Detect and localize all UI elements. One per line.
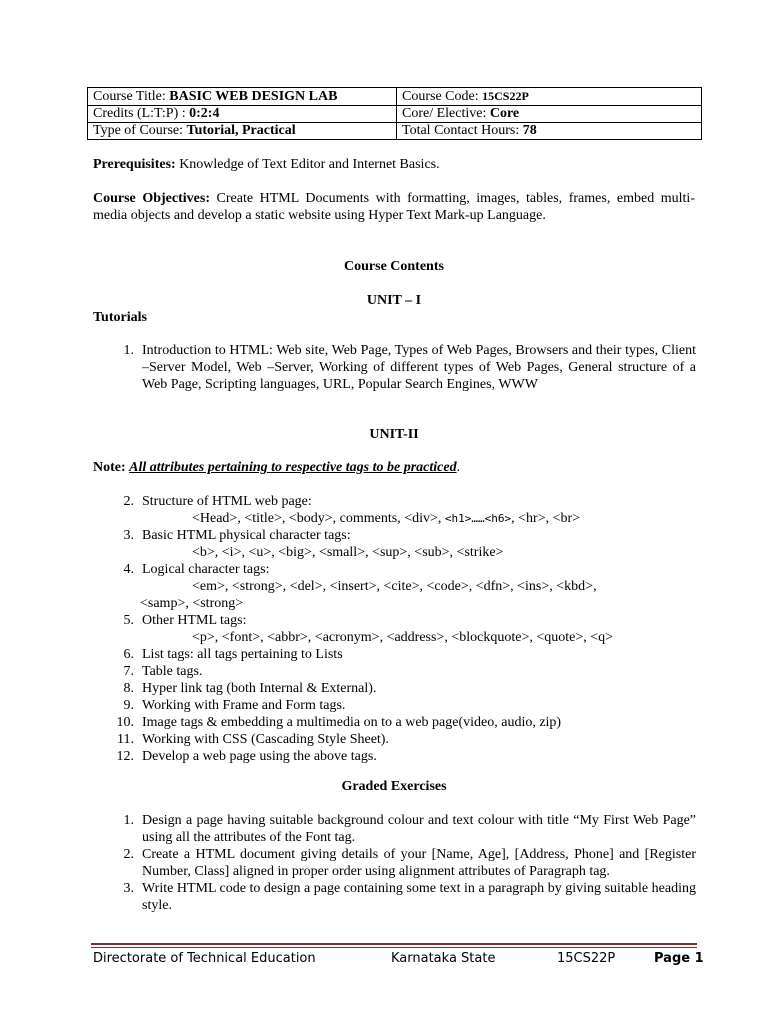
list-item-number: 3. bbox=[123, 528, 134, 543]
list-item-number: 1. bbox=[123, 813, 134, 828]
unit-1-list bbox=[108, 342, 696, 393]
course-code-cell bbox=[397, 88, 702, 106]
list-item-text: Working with Frame and Form tags. bbox=[142, 698, 346, 713]
list-item bbox=[108, 846, 696, 880]
course-contents-heading: Course Contents bbox=[344, 259, 444, 274]
unit-1-heading: UNIT – I bbox=[366, 293, 422, 308]
course-title-cell bbox=[88, 88, 397, 106]
tag-line: <samp>, <strong> bbox=[140, 596, 244, 611]
list-item-text: Working with CSS (Cascading Style Sheet). bbox=[142, 732, 389, 747]
list-item bbox=[108, 646, 696, 663]
list-item-number: 1. bbox=[123, 343, 134, 358]
tag-line: <p>, <font>, <abbr>, <acronym>, <address>, <blockquote>, <quote>, <q> bbox=[192, 630, 614, 645]
course-info-row bbox=[88, 106, 702, 123]
list-item-text: Hyper link tag (both Internal & External). bbox=[142, 681, 377, 696]
course-info-table bbox=[87, 87, 702, 140]
credits-value: 0:2:4 bbox=[189, 106, 220, 121]
note-end: . bbox=[456, 460, 461, 475]
core-elective-label: Core/ Elective: bbox=[402, 106, 490, 121]
list-item-number: 2. bbox=[123, 494, 134, 509]
list-item-text: Logical character tags: bbox=[142, 562, 270, 577]
list-item-text: Table tags. bbox=[142, 664, 203, 679]
course-type-cell bbox=[88, 123, 397, 140]
list-item bbox=[108, 714, 696, 731]
list-item-number: 7. bbox=[123, 664, 134, 679]
contact-hours-label: Total Contact Hours: bbox=[402, 123, 523, 138]
tag-line: <em>, <strong>, <del>, <insert>, <cite>, <code>, <dfn>, <ins>, <kbd>, bbox=[192, 579, 597, 594]
list-item-text: Introduction to HTML: Web site, Web Page, Types of Web Pages, Browsers and their types, Client –Server Model, Web –Server, Working of different types of Web Pages, General structure of a Web Page, Scripting languages, URL, Popular Search Engines, WWW bbox=[142, 343, 696, 392]
list-item bbox=[108, 663, 696, 680]
list-item-text: Other HTML tags: bbox=[142, 613, 247, 628]
list-item-text: Structure of HTML web page: bbox=[142, 494, 312, 509]
credits-label: Credits (L:T:P) : bbox=[93, 106, 190, 121]
course-title-label: Course Title: bbox=[93, 88, 170, 104]
graded-exercises-heading: Graded Exercises bbox=[341, 779, 447, 794]
list-item-text: List tags: all tags pertaining to Lists bbox=[142, 647, 343, 662]
course-code-value: 15CS22P bbox=[482, 89, 529, 103]
tag-line: <b>, <i>, <u>, <big>, <small>, <sup>, <sub>, <strike> bbox=[192, 545, 504, 560]
list-item-number: 8. bbox=[123, 681, 134, 696]
list-item-text: Basic HTML physical character tags: bbox=[142, 528, 351, 543]
footer-rule bbox=[91, 947, 697, 948]
tag-text: <Head>, <title>, <body>, comments, <div>, bbox=[192, 511, 445, 526]
footer-course-code: 15CS22P bbox=[557, 951, 616, 966]
course-title-value: BASIC WEB DESIGN LAB bbox=[169, 88, 338, 104]
list-item bbox=[108, 342, 696, 393]
list-item-number: 10. bbox=[116, 715, 134, 730]
list-item bbox=[108, 748, 696, 765]
core-elective-value: Core bbox=[489, 106, 520, 121]
credits-cell bbox=[88, 106, 397, 123]
list-item-text: Develop a web page using the above tags. bbox=[142, 749, 377, 764]
graded-exercises-list bbox=[108, 812, 696, 914]
unit-2-heading: UNIT-II bbox=[369, 427, 419, 442]
list-item-number: 2. bbox=[123, 847, 134, 862]
tag-text: , <hr>, <br> bbox=[511, 511, 581, 526]
list-item bbox=[108, 697, 696, 714]
note-line bbox=[93, 459, 460, 476]
objectives-paragraph bbox=[93, 190, 695, 224]
list-item-number: 5. bbox=[123, 613, 134, 628]
list-item-text: Create a HTML document giving details of your [Name, Age], [Address, Phone] and [Register Number, Class] aligned in proper order using alignment attributes of Paragraph tag. bbox=[142, 847, 696, 879]
note-text: All attributes pertaining to respective tags to be practiced bbox=[129, 460, 457, 475]
list-item-number: 9. bbox=[123, 698, 134, 713]
list-item-number: 4. bbox=[123, 562, 134, 577]
objectives-text: Create HTML Documents with formatting, images, tables, frames, embed multi-media objects and develop a static website using Hyper Text Mark-up Language. bbox=[93, 191, 695, 223]
note-label: Note: bbox=[93, 460, 130, 475]
list-item-number: 6. bbox=[123, 647, 134, 662]
list-item-number: 12. bbox=[116, 749, 134, 764]
course-info-row bbox=[88, 88, 702, 106]
core-elective-cell bbox=[397, 106, 702, 123]
list-item bbox=[108, 680, 696, 697]
prerequisites-text: Knowledge of Text Editor and Internet Basics. bbox=[175, 157, 440, 172]
course-info-row bbox=[88, 123, 702, 140]
footer-page-number: Page 1 bbox=[654, 951, 704, 966]
list-item bbox=[108, 812, 696, 846]
prerequisites-label: Prerequisites: bbox=[93, 157, 176, 172]
course-type-label: Type of Course: bbox=[93, 123, 187, 138]
list-item-text: Design a page having suitable background colour and text colour with title “My First Web Page” using all the attributes of the Font tag. bbox=[142, 813, 696, 845]
tutorials-heading: Tutorials bbox=[93, 310, 147, 325]
prerequisites-paragraph bbox=[93, 156, 695, 173]
footer-rule bbox=[91, 943, 697, 945]
list-item-text: Write HTML code to design a page containing some text in a paragraph by giving suitable heading style. bbox=[142, 881, 696, 913]
list-item bbox=[108, 731, 696, 748]
contact-hours-cell bbox=[397, 123, 702, 140]
footer-directorate: Directorate of Technical Education bbox=[93, 951, 316, 966]
tag-text-mono: <h1>……<h6> bbox=[444, 512, 512, 525]
list-item bbox=[108, 880, 696, 914]
list-item bbox=[108, 493, 696, 510]
list-item-number: 11. bbox=[117, 732, 134, 747]
list-item bbox=[108, 612, 696, 629]
list-item-number: 3. bbox=[123, 881, 134, 896]
objectives-label: Course Objectives: bbox=[93, 191, 210, 206]
course-type-value: Tutorial, Practical bbox=[186, 123, 296, 138]
contact-hours-value: 78 bbox=[522, 123, 537, 138]
tag-line bbox=[108, 510, 696, 527]
unit-2-list bbox=[108, 493, 696, 765]
list-item bbox=[108, 561, 696, 578]
footer-state: Karnataka State bbox=[391, 951, 496, 966]
list-item-text: Image tags & embedding a multimedia on to a web page(video, audio, zip) bbox=[142, 715, 562, 730]
course-code-label: Course Code: bbox=[402, 89, 483, 104]
list-item bbox=[108, 527, 696, 544]
